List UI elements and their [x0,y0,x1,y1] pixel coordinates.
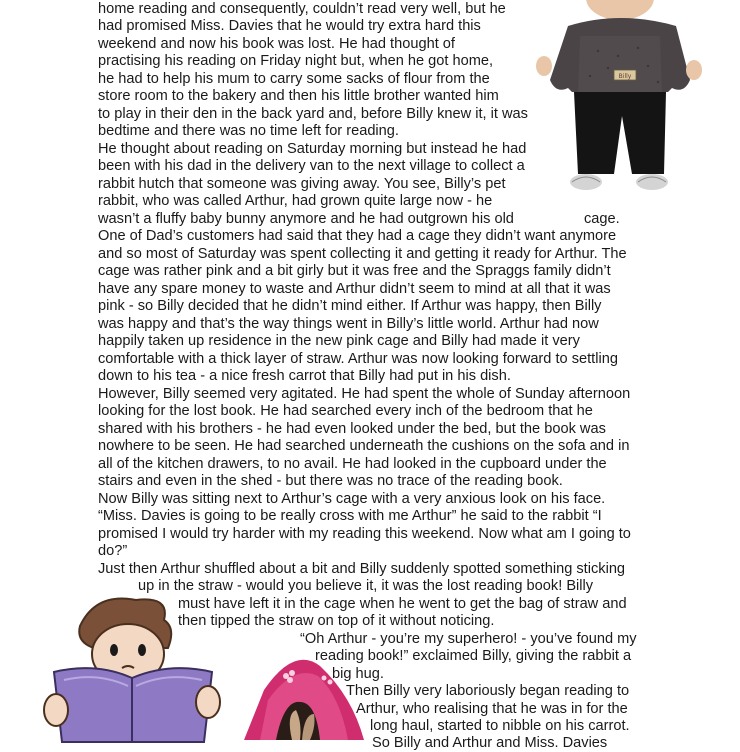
story-line: “Oh Arthur - you’re my superhero! - you’ve found my [300,631,637,647]
story-line: reading book!” exclaimed Billy, giving the rabbit a [315,648,632,664]
story-line: been with his dad in the delivery van to the next village to collect a [98,158,525,174]
story-line: shared with his brothers - he had even looked under the bed, but the book was [98,421,606,437]
story-line: and so most of Saturday was spent collecting it and getting it ready for Arthur. The [98,246,627,262]
story-line: Just then Arthur shuffled about a bit and Billy suddenly spotted something sticking [98,561,626,577]
story-line: big hug. [332,666,384,682]
story-line: Then Billy very laboriously began reading to [346,683,630,699]
story-line: However, Billy seemed very agitated. He had spent the whole of Sunday afternoon [98,386,631,402]
story-line: have any spare money to waste and Arthur didn’t seem to mind at all that it was [98,281,611,297]
story-line: So Billy and Arthur and Miss. Davies [372,735,608,751]
story-line: happily taken up residence in the new pink cage and Billy had made it very [98,333,580,349]
story-line: store room to the bakery and then his little brother wanted him [98,88,499,104]
story-line: long haul, started to nibble on his carrot. [370,718,630,734]
story-line: was happy and that’s the way things went in Billy’s little world. Arthur had now [98,316,599,332]
story-line: comfortable with a thick layer of straw. Arthur was now looking forward to settling [98,351,618,367]
story-line: practising his reading on Friday night but, when he got home, [98,53,494,69]
story-line: Now Billy was sitting next to Arthur’s cage with a very anxious look on his face. [98,491,606,507]
story-line: down to his tea - a nice fresh carrot that Billy had put in his dish. [98,368,511,384]
story-line: Arthur, who realising that he was in for the [356,701,628,717]
story-line: He thought about reading on Saturday morning but instead he had [98,141,527,157]
story-line: up in the straw - would you believe it, it was the lost reading book! Billy [138,578,594,594]
story-line: looking for the lost book. He had searched every inch of the bedroom that he [98,403,593,419]
story-line: cage. [584,211,620,227]
story-line: nowhere to be seen. He had searched underneath the cushions on the sofa and in [98,438,630,454]
svg-text:Billy: Billy [618,73,632,80]
story-line: all of the kitchen drawers, to no avail. He had looked in the cupboard under the [98,456,607,472]
story-line: then tipped the straw on top of it without noticing. [178,613,495,629]
story-line: promised I would try harder with my reading this weekend. Now what am I going to [98,526,631,542]
story-line: he had to help his mum to carry some sacks of flour from the [98,71,490,87]
story-line: pink - so Billy decided that he didn’t mind either. If Arthur was happy, then Billy [98,298,602,314]
story-line: wasn’t a fluffy baby bunny anymore and he had outgrown his old [98,211,514,227]
story-line: home reading and consequently, couldn’t read very well, but he [98,1,506,17]
story-line: stairs and even in the shed - but there was no trace of the reading book. [98,473,563,489]
story-line: “Miss. Davies is going to be really cross with me Arthur” he said to the rabbit “I [98,508,602,524]
story-line: had promised Miss. Davies that he would try extra hard this [98,18,481,34]
story-line: rabbit, who was called Arthur, had grown quite large now - he [98,193,493,209]
billy-doll-illustration [528,0,708,206]
story-line: One of Dad’s customers had said that they had a cage they didn’t want anymore [98,228,617,244]
story-line: bedtime and there was no time left for reading. [98,123,399,139]
story-line: do?” [98,543,128,559]
story-line: to play in their den in the back yard and, before Billy knew it, it was [98,106,528,122]
story-line: cage was rather pink and a bit girly but it was free and the Spraggs family didn’t [98,263,611,279]
story-line: rabbit hutch that someone was giving away. You see, Billy’s pet [98,176,506,192]
story-line: weekend and now his book was lost. He had thought of [98,36,455,52]
story-line: must have left it in the cage when he went to get the bag of straw and [178,596,627,612]
